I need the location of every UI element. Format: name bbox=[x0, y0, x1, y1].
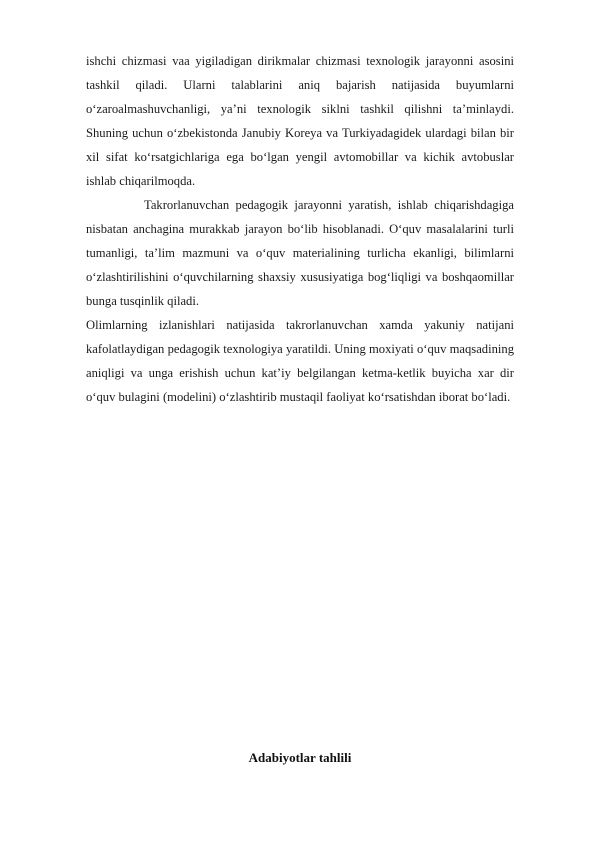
paragraph-1: ishchi chizmasi vaa yigiladigan dirikmalar chizmasi texnologik jarayonni asosini tashkil qiladi. Ularni talablarini aniq bajarish natijasida buyumlarni o‘zaroalmashuvchanligi, ya’ni texnologik siklni tashkil qilishni ta’minlaydi. Shuning uchun o‘zbekistonda Janubiy Koreya va Turkiyadagidek ulardagi bilan bir xil sifat ko‘rsatgichlariga ega bo‘lgan yengil avtomobillar va kichik avtobuslar ishlab chiqarilmoqda. bbox=[86, 54, 514, 188]
paragraph-2: Takrorlanuvchan pedagogik jarayonni yaratish, ishlab chiqarishdagiga nisbatan anchagina murakkab jarayon bo‘lib hisoblanadi. O‘quv masalalarini turli tumanligi, ta’lim mazmuni va o‘quv materialining turlicha ekanligi, bilimlarni o‘zlashtirilishini o‘quvchilarning shaxsiy xususiyatiga bog‘liqligi va boshqaomillar bunga tusqinlik qiladi. bbox=[86, 198, 514, 308]
paragraph-3: Olimlarning izlanishlari natijasida takrorlanuvchan xamda yakuniy natijani kafolatlaydigan pedagogik texnologiya yaratildi. Uning moxiyati o‘quv maqsadining aniqligi va unga erishish uchun kat’iy belgilangan ketma-ketlik buyicha xar dir o‘quv bulagini (modelini) o‘zlashtirib mustaqil faoliyat ko‘rsatishdan iborat bo‘ladi. bbox=[86, 318, 514, 404]
body-text bbox=[86, 49, 514, 409]
section-heading: Adabiyotlar tahlili bbox=[248, 750, 352, 765]
